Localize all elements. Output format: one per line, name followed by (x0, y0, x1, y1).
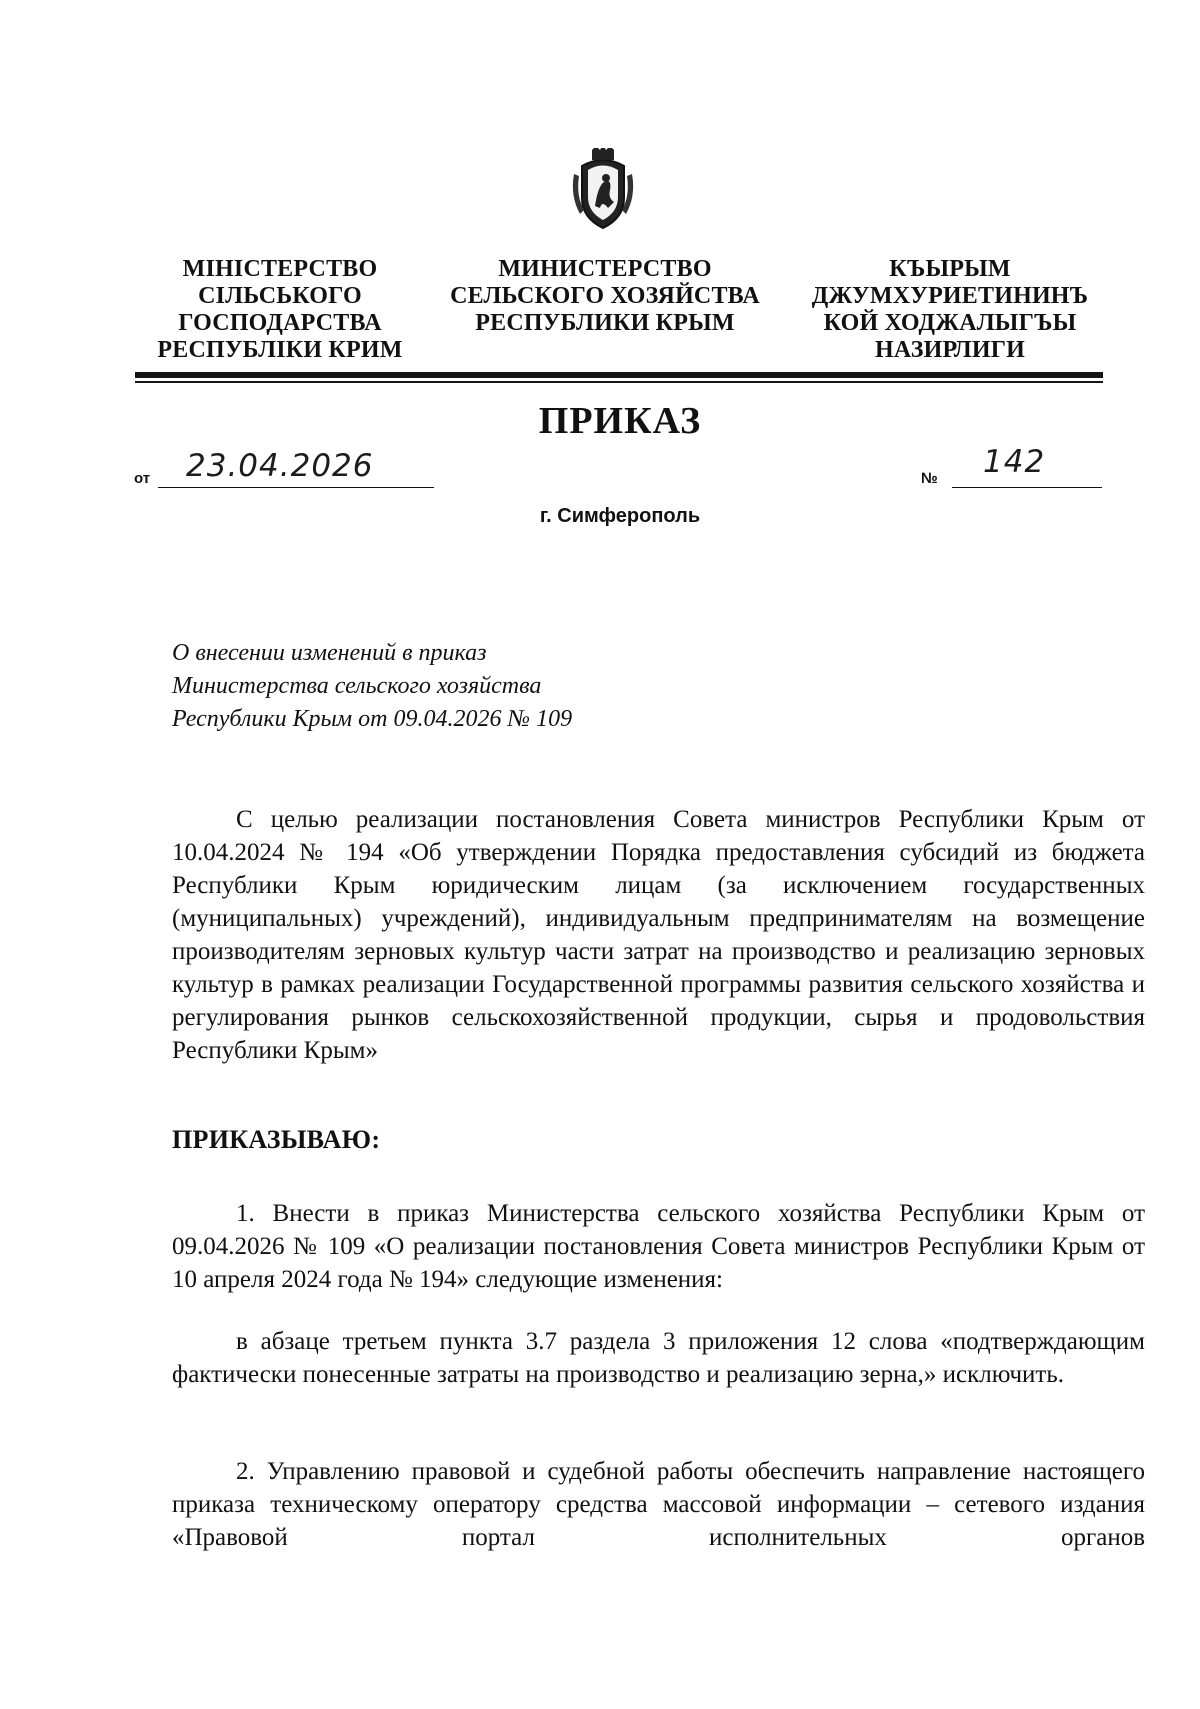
item-2-text: 2. Управлению правовой и судебной работы обеспечить направление настоящего приказа техническому оператору средства массовой информации – сетевого издания «Правовой портал исполнительных органов (172, 1458, 1145, 1551)
document-title: ПРИКАЗ (538, 400, 702, 442)
date-underline (158, 487, 434, 488)
date-label: от (134, 470, 151, 487)
subject-line: Министерства сельского хозяйства (172, 673, 542, 699)
item-1-detail-text: в абзаце третьем пункта 3.7 раздела 3 приложения 12 слова «подтверждающим фактически понесенные затраты на производство и реализацию зерна,» исключить. (172, 1328, 1145, 1388)
ministry-name-line: РЕСПУБЛІКИ КРИМ (157, 337, 403, 363)
ministry-name-line: СЕЛЬСКОГО ХОЗЯЙСТВА (450, 283, 760, 309)
ministry-name-line: КЪЫРЫМ (889, 256, 1011, 282)
coat-of-arms-emblem (568, 148, 638, 232)
ministry-name-line: МІНІСТЕРСТВО (182, 256, 378, 282)
item-1-text: 1. Внести в приказ Министерства сельского хозяйства Республики Крым от 09.04.2026 № 109 «О реализации постановления Совета министров Республики Крым от 10 апреля 2024 года № 194» следующие изменения: (172, 1200, 1145, 1293)
preamble-paragraph (172, 803, 1145, 1067)
ministry-name-line: НАЗИРЛИГИ (874, 337, 1026, 363)
number-underline (952, 487, 1102, 488)
subject-line: Республики Крым от 09.04.2026 № 109 (172, 706, 573, 732)
ministry-name-line: РЕСПУБЛИКИ КРЫМ (475, 310, 735, 336)
item-2-paragraph (172, 1455, 1145, 1554)
ministry-name-line: ГОСПОДАРСТВА (178, 310, 382, 336)
ministry-name-line: МИНИСТЕРСТВО (498, 256, 712, 282)
ministry-name-ukrainian (150, 256, 410, 364)
order-heading: ПРИКАЗЫВАЮ: (172, 1125, 381, 1154)
preamble-text: С целью реализации постановления Совета министров Республики Крым от 10.04.2024 № 194 «Об утверждении Порядка предоставления субсидий из бюджета Республики Крым юридическим лицам (за исключением государственных (муниципальных) учреждений), индивидуальным предпринимателям на возмещение производителям зерновых культур части затрат на производство и реализацию зерновых культур в рамках реализации Государственной программы развития сельского хозяйства и регулирования рынков сельскохозяйственной продукции, сырья и продовольствия Республики Крым» (172, 806, 1145, 1064)
header-divider-thick (135, 372, 1103, 378)
number-label: № (921, 470, 938, 487)
subject-line: О внесении изменений в приказ (172, 640, 487, 666)
item-1-paragraph (172, 1197, 1145, 1296)
issuing-city: г. Симферополь (539, 505, 701, 527)
ministry-name-line: ДЖУМХУРИЕТИНИНЪ (811, 283, 1089, 309)
handwritten-number: 142 (983, 444, 1046, 480)
document-subject (172, 637, 572, 736)
header-divider-thin (135, 381, 1103, 383)
handwritten-date: 23.04.2026 (186, 448, 374, 484)
ministry-name-russian (450, 256, 760, 337)
ministry-name-crimean-tatar (795, 256, 1105, 364)
ministry-name-line: СІЛЬСЬКОГО (198, 283, 362, 309)
item-1-detail-paragraph (172, 1325, 1145, 1391)
ministry-name-line: КОЙ ХОДЖАЛЫГЪЫ (823, 310, 1077, 336)
